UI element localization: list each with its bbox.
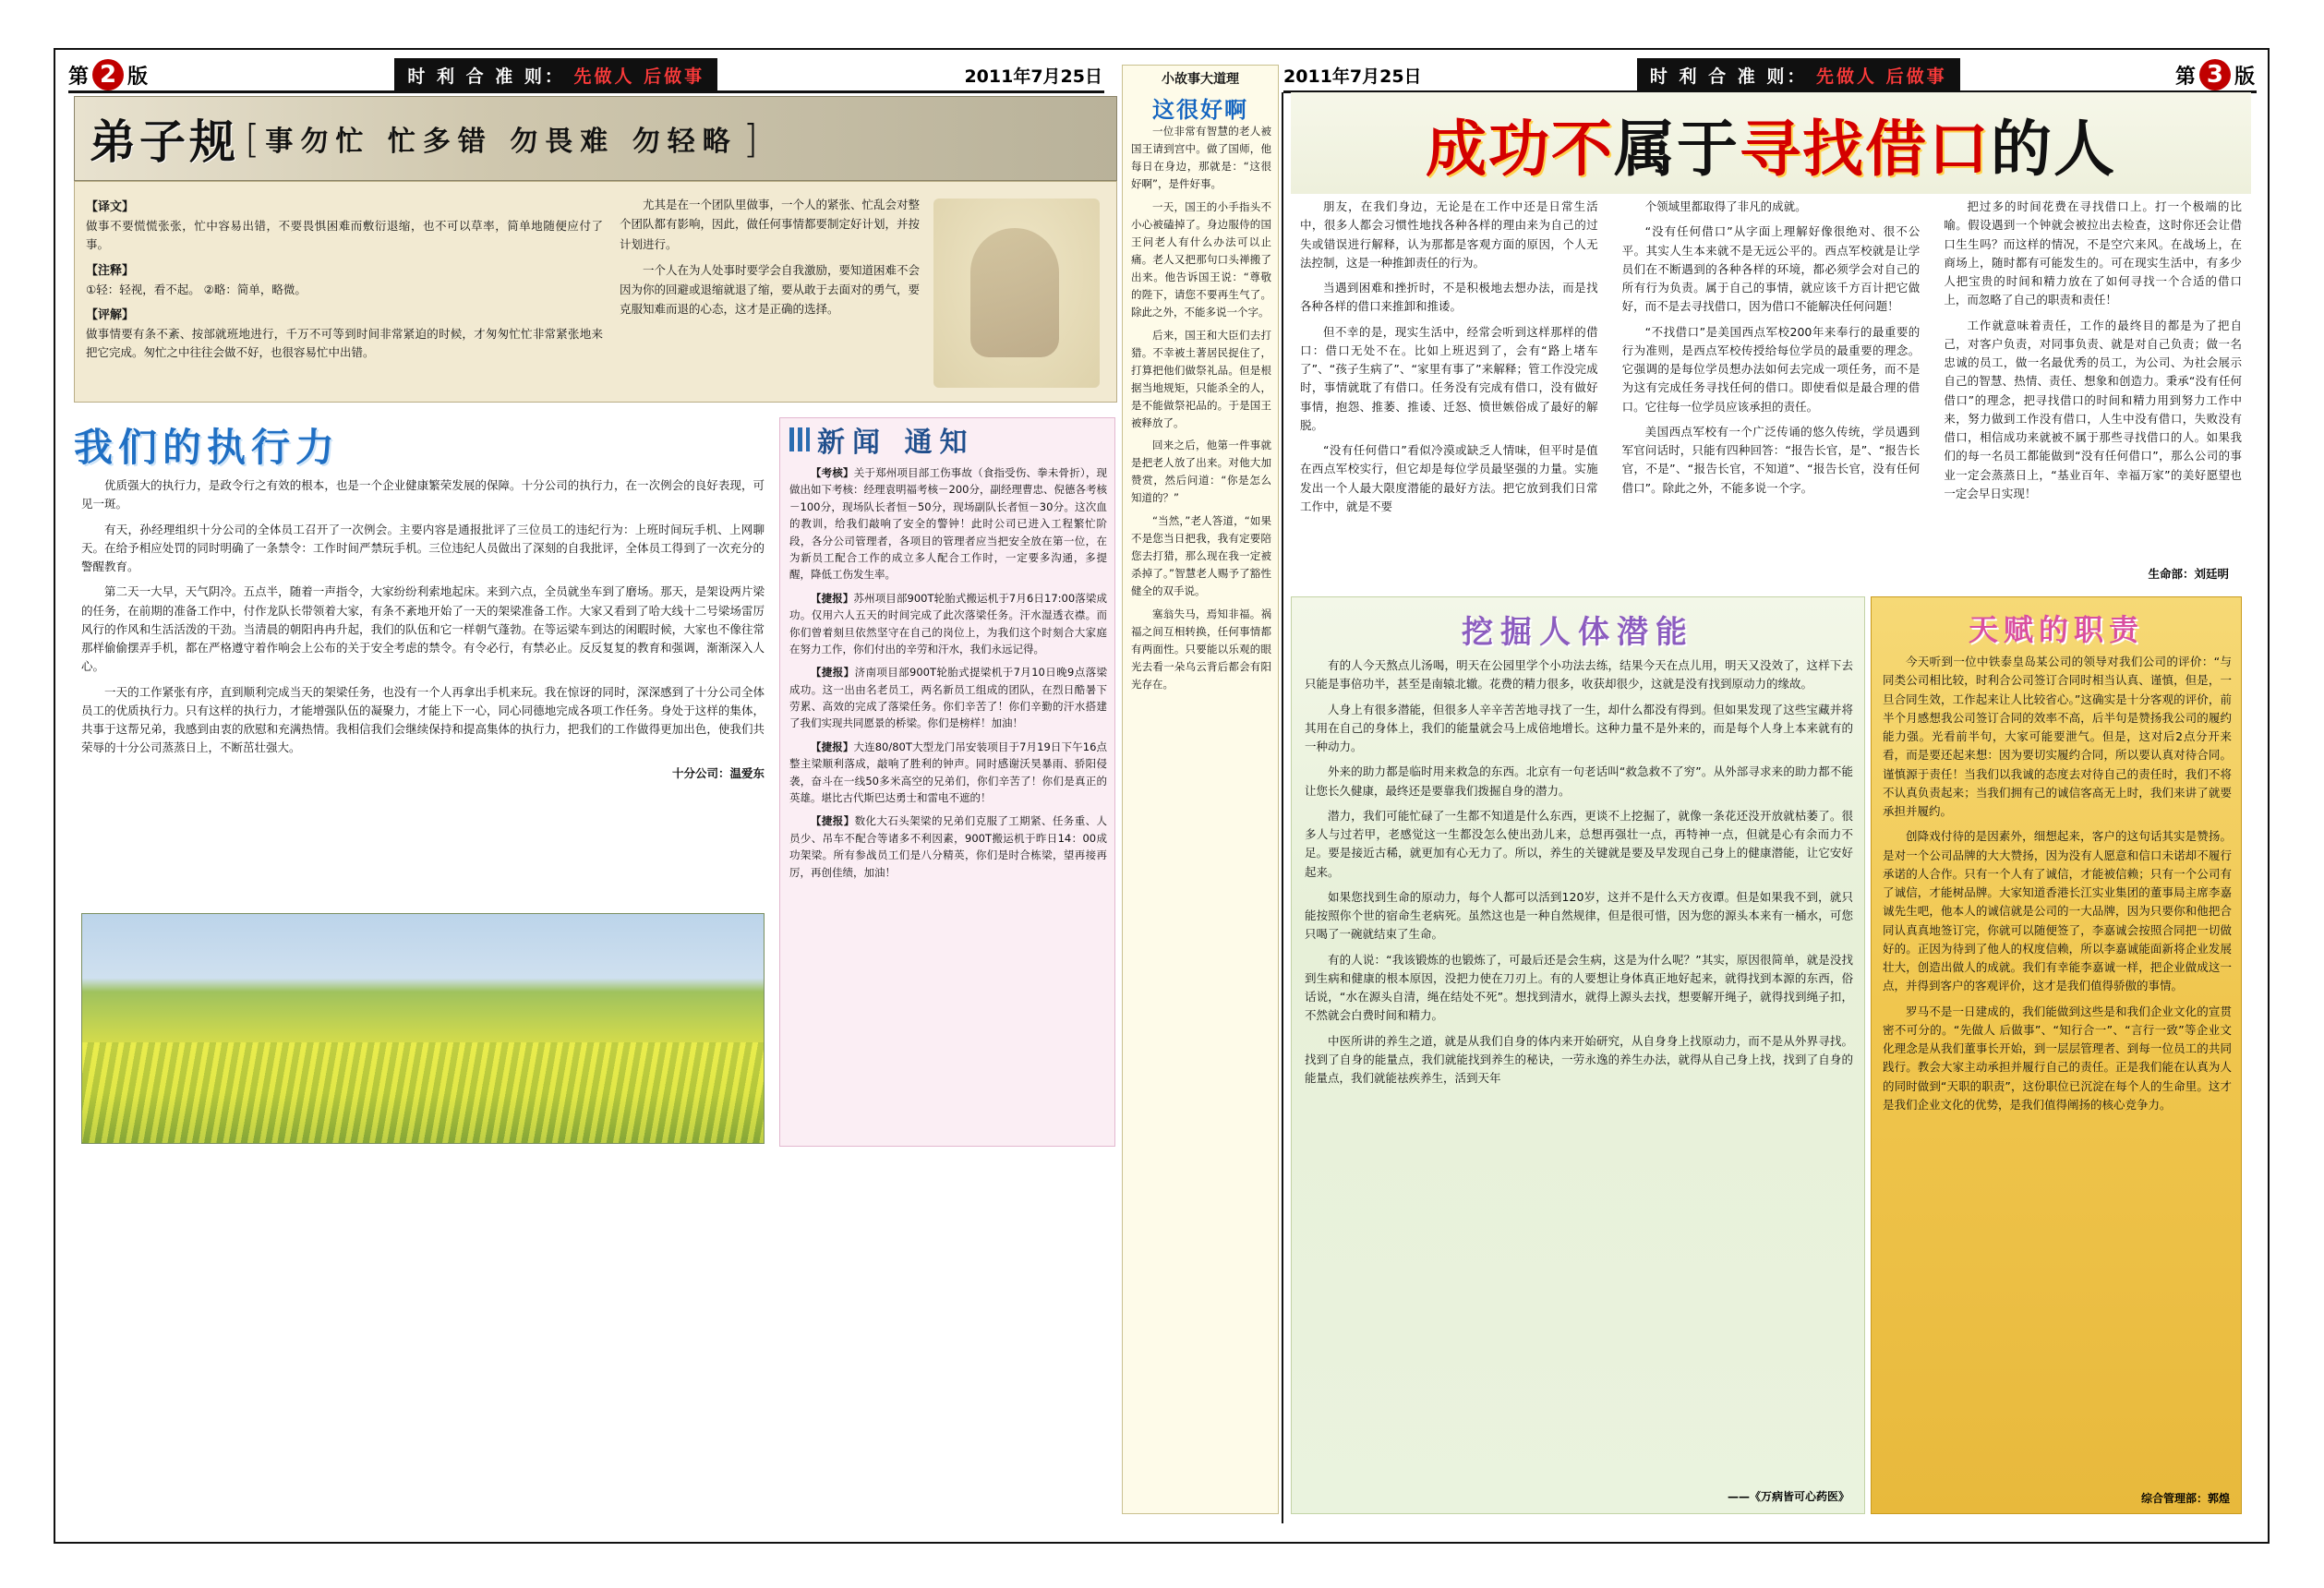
- dizigui-subtitle: 事勿忙 忙多错 勿畏难 勿轻略: [265, 126, 738, 158]
- duty-para: 今天听到一位中铁泰皇岛某公司的领导对我们公司的评价：“与同类公司相比较，时利合公司签订合同时相当认真、谨慎，但是，一旦合同生效，工作起来让人比较省心。”这确实是十分客观的评价，前半个月感想我公司签订合同的效率不高，后半句是赞扬我公司的履约能力强。光看前半句，大家可能要泄气。但是，这对后2点分开来看，而是要还起来想：因为要切实履约合同，所以要认真对待合同。谨慎源于责任！当我们以我诚的态度去对待自己的责任时，我们不将不认真负责起来；当我们拥有己的诚信客高无上时，我们来讲了就要承担并履约。: [1883, 655, 2232, 818]
- motto-label-left: 时 利 合 准 则：: [407, 66, 565, 87]
- potential-para: 中医所讲的养生之道，就是从我们自身的体内来开始研究，从自身身上找原动力，而不是从外界寻找。找到了自身的能量点，我们就能找到养生的秘诀，一劳永逸的养生办法，就得从自己身上找，找到了自身的能量点，我们就能祛疾养生，活到天年: [1305, 1033, 1853, 1085]
- potential-body: [1305, 656, 1853, 1094]
- duty-body: [1883, 653, 2232, 1121]
- page-suffix-right: 版: [2234, 65, 2255, 89]
- dizigui-right-column: [620, 195, 924, 326]
- news-item: [789, 464, 1107, 583]
- duty-para: 罗马不是一日建成的，我们能做到这些是和我们企业文化的宣贯密不可分的。“先做人 后做事”、“知行合一”、“言行一致”等企业文化理念是从我们董事长开始，到一层层管理者、到每一位员工的共同践行。教会大家主动承担并履行自己的责任。正是我们能在认真为人的同时做到“天职的职责”，这份职位已沉淀在每个人的生命里。这才是我们企业文化的优势，是我们值得阐扬的核心竞争力。: [1883, 1004, 2232, 1112]
- success-signature: 生命部：刘廷明: [2148, 567, 2229, 581]
- center-para: 一位非常有智慧的老人被国王请到宫中。做了国师，他每日在身边，那就是：“这很好啊”，是件好事。: [1131, 125, 1271, 190]
- potential-source: ——《万病皆可心药医》: [1727, 1490, 1849, 1503]
- execution-article: [81, 476, 765, 910]
- execution-signature: 十分公司：温爱东: [671, 765, 765, 780]
- page-number-left: [68, 59, 148, 90]
- duty-signature: 综合管理部：郭煌: [2140, 1492, 2230, 1505]
- success-para: 工作就意味着责任，工作的最终目的都是为了把自己，对客户负责，对同事负责、就是对自己负责；做一名忠诚的员工，做一名最优秀的员工，为公司、为社会展示自己的智慧、热情、责任、想象和创造力。秉承“没有任何借口”的理念，把寻找借口的时间和精力用到努力工作中来，努力做到工作没有借口，人生中没有借口，失败没有借口，相信成功来就被不属于那些寻找借口的人。如果我们的每一名员工都能做到“没有任何借口”，那么公司的事业一定会蒸蒸日上，“基业百年、幸福万家”的美好愿望也一定会早日实现！: [1944, 318, 2242, 500]
- execution-title: 我们的执行力: [74, 425, 341, 470]
- potential-article: [1291, 596, 1865, 1514]
- dizigui-body: [74, 181, 1117, 403]
- potential-para: 有的人今天熬点儿汤喝，明天在公园里学个小功法去练，结果今天在点儿用，明天又没效了，这样下去只能是事倍功半，甚至是南辕北辙。花费的精力很多，收获却很少，这就是没有找到原动力的缘故。: [1305, 658, 1853, 692]
- execution-title-block: [74, 417, 776, 473]
- pingjie-label: 【评解】: [86, 307, 135, 322]
- motto-label-right: 时 利 合 准 则：: [1649, 66, 1808, 87]
- news-item: [789, 812, 1107, 881]
- yiwen-text: 做事不要慌慌张张，忙中容易出错，不要畏惧困难而敷衍退缩，也不可以草率，简单地随便应付了事。: [86, 219, 603, 252]
- news-item-text: 数化大石头架梁的兄弟们克服了工期紧、任务重、人员少、吊车不配合等诸多不利因素，900T搬运机于昨日14：00成功架梁。所有参战员工们是八分精英，你们是时合栋梁，望再接再厉，再创佳绩，加油！: [789, 814, 1108, 879]
- potential-title: 挖掘人体潜能: [1462, 614, 1694, 651]
- duty-article: [1871, 596, 2242, 1514]
- page-number-circle-left: 2: [92, 59, 124, 90]
- yiwen-label: 【译文】: [86, 200, 135, 214]
- success-word-3: 属于: [1614, 114, 1740, 185]
- center-para: “当然，”老人答道，“如果不是您当日把我，我有定要陪您去打猎，那么现在我一定被杀掉了。”智慧老人赐予了豁性健全的双手说。: [1131, 514, 1271, 598]
- execution-para-4: 一天的工作紧张有序，直到顺利完成当天的架梁任务，也没有一个人再拿出手机来玩。我在惊讶的同时，深深感到了十分公司全体员工的优质执行力。只有这样的执行力，才能增强队伍的凝聚力，才能上下一心，同心同德地完成各项工作任务。身处于这样的集体，共事于这帮兄弟，我感到由衷的欣慰和充满热情。我相信我们会继续保持和提高集体的执行力，把我们的工作做得更加出色，使我们共荣辱的十分公司蒸蒸日上，不断茁壮强大。: [81, 684, 765, 755]
- execution-para-3: 第二天一大早，天气阴冷。五点半，随着一声指令，大家纷纷利索地起床。来到六点，全员就坐车到了磨场。那天，是架设两片梁的任务，在前期的准备工作中，付作龙队长带领着大家，有条不紊地开始了一天的架梁准备工作。大家又看到了哈大线十二号梁场雷厉风行的作风和生活活泼的干劲。当清晨的朝阳冉冉升起，我们的队伍和它一样朝气蓬勃。在等运梁车到达的闲暇时候，大家也不像往常那样偷偷摆弄手机，都在严格遵守着作响会上公布的关于安全考虑的禁令。有令必行，有禁必止。反反复复的教育和强调，渐渐深入人心。: [81, 584, 765, 674]
- success-banner: [1291, 92, 2251, 194]
- news-item-label: 【考核】: [811, 466, 854, 479]
- page-divider: [1282, 92, 1283, 1523]
- zhushi-text: ①轻：轻视，看不起。 ②略：简单，略微。: [86, 282, 307, 296]
- date-left: 2011年7月25日: [964, 66, 1102, 87]
- success-headline: [1291, 100, 2251, 187]
- dizigui-left-column: [86, 191, 603, 362]
- dizigui-banner: [74, 96, 1117, 181]
- news-item-label: 【捷报】: [811, 591, 854, 605]
- success-para: 但不幸的是，现实生活中，经常会听到这样那样的借口：借口无处不在。比如上班迟到了，会有“路上堵车了”、“孩子生病了”、“家里有事了”来解释；管工作没完成时，事情就耽了有借口。任务没有完成有借口，没有做好事情，抱怨、推萎、推诿、迁怒、愤世嫉俗成了最好的解脱。: [1300, 324, 1598, 432]
- execution-para-2: 有天，孙经理组织十分公司的全体员工召开了一次例会。主要内容是通报批评了三位员工的违纪行为：上班时间玩手机、上网聊天。在给予相应处罚的同时明确了一条禁令：工作时间严禁玩手机。三位违纪人员做出了深刻的自我批评，全体员工得到了一次充分的警醒教育。: [81, 522, 765, 573]
- success-para: “没有任何借口”看似冷漠或缺乏人情味，但平时是值在西点军校实行，但它却是每位学员最坚强的力量。实施发出一个人最大限度潜能的最好方法。把它放到我们日常工作中，就是不要: [1300, 443, 1598, 513]
- success-para: 美国西点军校有一个广泛传诵的悠久传统，学员遇到军官问话时，只能有四种回答：“报告长官，是”、“报告长官，不是”、“报告长官，不知道”、“报告长官，没有任何借口”。除此之外，不能多说一个字。: [1621, 424, 1921, 495]
- dizigui-title: 弟子规: [90, 115, 239, 169]
- success-word-1: 成功: [1426, 114, 1551, 185]
- newspaper-sheet: [54, 48, 2270, 1544]
- center-kicker: 小故事大道理: [1162, 72, 1239, 87]
- center-story-column: [1122, 65, 1279, 1514]
- potential-para: 如果您找到生命的原动力，每个人都可以活到120岁，这并不是什么天方夜谭。但是如果我不到，就只能按照你个世的宿命生老病死。虽然这也是一种自然规律，但是很可惜，因为您的源头本来有一桶水，可您只喝了一碗就结束了生命。: [1305, 889, 1853, 942]
- potential-para: 外来的助力都是临时用来救急的东西。北京有一句老话叫“救急救不了穷”。从外部寻求来的助力都不能让您长久健康，最终还是要靠我们拨掘自身的潜力。: [1305, 764, 1853, 798]
- zhushi-label: 【注释】: [86, 263, 135, 278]
- news-item-label: 【捷报】: [811, 666, 855, 680]
- center-para: 后来，国王和大臣们去打猎。不幸被土著居民捉住了，打算把他们做祭礼品。但是根据当地规矩，只能杀全的人，是不能做祭祀品的。于是国王被释放了。: [1131, 328, 1271, 429]
- success-para: 把过多的时间花费在寻找借口上。打一个极端的比喻。假设遇到一个钟就会被拉出去检查，这时你还会让借口生生吗？而这样的情况，不是空穴来风。在战场上，在商场上，随时都有可能发生的。可在现实生活中，有多少人把宝贵的时间和精力放在了如何寻找一个合适的借口上，而忽略了自己的职责和责任！: [1944, 199, 2242, 307]
- news-item: [789, 739, 1107, 807]
- motto-bar-right: [1637, 58, 1960, 92]
- success-para: 朋友，在我们身边，无论是在工作中还是日常生活中，很多人都会习惯性地找各种各样的理由来为自己的过失或错误进行解释，认为那都是客观方面的原因，个人无法控制，这是一种推卸责任的行为。: [1300, 199, 1598, 270]
- duty-title: 天赋的职责: [1968, 612, 2144, 647]
- news-items: [789, 464, 1107, 887]
- page-number-circle-right: 3: [2199, 59, 2231, 90]
- news-column: [779, 417, 1115, 1147]
- potential-para: 潜力，我们可能忙碌了一生都不知道是什么东西，更谈不上挖掘了，就像一条花还没开放就枯萎了。很多人与过若甲，老感觉这一生都没怎么使出劲儿来，总想再强壮一点，再特神一点，但就是心有余而力不足。要是接近古稀，就更加有心无力了。所以，养生的关键就是要及早发现自己身上的健康潜能，让它安好起来。: [1305, 808, 1853, 879]
- motto-bar-left: [394, 58, 717, 92]
- success-para: “不找借口”是美国西点军校200年来奉行的最重要的行为准则，是西点军校传授给每位学员的最重要的理念。它强调的是每位学员想办法如何去完成一项任务，而不是为这有完成任务寻找任何的借口。即使看似是最合理的借口。它往每一位学员应该承担的责任。: [1621, 324, 1921, 414]
- news-title: 新闻 通知: [817, 427, 975, 459]
- confucius-illustration: [933, 198, 1100, 388]
- date-right: 2011年7月25日: [1283, 66, 1422, 87]
- success-para: 个领域里都取得了非凡的成就。: [1644, 199, 1807, 213]
- news-item-text: 大连80/80T大型龙门吊安装项目于7月19日下午16点整主梁顺利落成，敲响了胜利的钟声。同时感谢沃昊暴雨、骄阳侵袭，奋斗在一线50多米高空的兄弟们，你们辛苦了！你们是真正的英雄。堪比古代斯巴达勇士和雷电不遮的！: [789, 740, 1108, 805]
- execution-para-1: 优质强大的执行力，是政令行之有效的根本，也是一个企业健康繁荣发展的保障。十分公司的执行力，在一次例会的良好表现，可见一斑。: [81, 478, 765, 511]
- success-word-2: 不: [1551, 114, 1614, 185]
- potential-para: 有的人说：“我该锻炼的也锻炼了，可最后还是会生病，这是为什么呢？”其实，原因很简单，就是没找到生病和健康的根本原因，没把力使在刀刃上。有的人要想让身体真正地好起来，就得找到本源的东西，俗话说，“水在源头自清，绳在结处不死”。想找到清水，就得上源头去找，想要解开绳子，就得找到绳子扣，不然就会白费时间和精力。: [1305, 952, 1853, 1023]
- news-item-label: 【捷报】: [811, 740, 854, 753]
- success-para: “没有任何借口”从字面上理解好像很绝对、很不公平。其实人生本来就不是无远公平的。西点军校就是让学员们在不断遇到的各种各样的环境，都必须学会对自己的所有行为负责。属于自己的事情，就应该千方百计把它做好，而不是去寻找借口，因为借口不能解决任何问题！: [1621, 224, 1921, 314]
- center-para: 一天，国王的小手指头不小心被磕掉了。身边服侍的国王问老人有什么办法可以止痛。老人又把那句口头禅搬了出来。他告诉国王说：“尊敬的陛下，请您不要再生气了。除此之外，不能多说一个字。: [1131, 199, 1271, 319]
- success-word-4: 寻找借口: [1740, 114, 1991, 185]
- motto-text-right: 先做人 后做事: [1815, 66, 1947, 87]
- page-number-right: [2175, 59, 2255, 90]
- news-item-text: 济南项目部900T轮胎式提梁机于7月10日晚9点落梁成功。这一出由名老员工，两名新员工组成的团队，在烈日酷暑下劳累、高效的完成了落梁任务。你们辛苦了！你们辛勤的汗水搭建了我们实现共同愿景的桥梁。你们是榜样！加油！: [789, 666, 1107, 730]
- duty-para: 创降戏付待的是因素外，细想起来，客户的这句话其实是赞扬。是对一个公司品牌的大大赞扬，因为没有人愿意和信口未诺却不履行承诺的人合作。只有一个人有了诚信，才能被信赖；只有一个公司有了诚信，才能树品牌。大家知道香港长江实业集团的董事局主席李嘉诚先生吧，他本人的诚信就是公司的一大品牌，因为只要你和他把合同认真真地签订完，你就可以随便签了，李嘉诚会按照合同把一切做好的。正因为待到了他人的权度信赖，所以李嘉诚能面新将企业发展壮大，创造出做人的成就。我们有幸能李嘉诚一样，把企业做成这一点，并得到客户的客观评价，这才是我们值得骄傲的事情。: [1883, 829, 2232, 993]
- bracket-open: [: [245, 115, 260, 162]
- flower-field-photo: [81, 913, 765, 1144]
- bracket-close: ]: [742, 115, 759, 162]
- center-title: 这很好啊: [1152, 97, 1248, 123]
- success-columns: [1300, 198, 2242, 516]
- success-para: 当遇到困难和挫折时，不是积极地去想办法，而是找各种各样的借口来推卸和推诿。: [1300, 281, 1598, 314]
- success-article: [1300, 198, 2242, 585]
- page-suffix-left: 版: [127, 65, 149, 89]
- dizigui-right-para-1: 尤其是在一个团队里做事，一个人的紧张、忙乱会对整个团队都有影响，因此，做任何事情都要制定好计划，并按计划进行。: [620, 198, 921, 251]
- success-word-5: 的人: [1991, 114, 2116, 185]
- news-title-block: [780, 418, 1114, 461]
- news-bars-icon: [789, 427, 810, 451]
- news-item-text: 关于郑州项目部工伤事故（食指受伤、拳未骨折），现做出如下考核：经理袁明福考核－200分，副经理曹忠、倪德各考核－100分，现场队长者恒－50分，现场副队长者恒－30分。这次血的教训，给我们敲响了安全的警钟！此时公司已进入工程繁忙阶段，各分公司管理者，各项目的管理者应当把安全放在第一位，在为新员工配合工作的成立多人配合工作时，一定要多沟通，多提醒，降低工伤发生率。: [789, 466, 1108, 582]
- page-prefix-left: 第: [68, 65, 90, 89]
- news-item: [789, 590, 1107, 658]
- page-prefix-right: 第: [2174, 65, 2196, 89]
- center-para: 塞翁失马，焉知非福。祸福之间互相转换，任何事情都有两面性。只要能以乐观的眼光去看一朵乌云背后都会有阳光存在。: [1131, 608, 1271, 692]
- center-para: 回来之后，他第一件事就是把老人放了出来。对他大加赞赏，然后问道：“你是怎么知道的？”: [1131, 439, 1271, 505]
- pingjie-text: 做事情要有条不紊、按部就班地进行，千万不可等到时间非常紧迫的时候，才匆匆忙忙非常紧张地来把它完成。匆忙之中往往会做不好，也很容易忙中出错。: [86, 326, 603, 359]
- dizigui-right-para-2: 一个人在为人处事时要学会自我激励，要知道困难不会因为你的回避或退缩就退了缩，要从敢于去面对的勇气，要克服知难而退的心态，这才是正确的选择。: [620, 262, 921, 317]
- potential-para: 人身上有很多潜能，但很多人辛辛苦苦地寻找了一生，却什么都没有得到。但如果发现了这些宝藏并将其用在自己的身体上，我们的能量就会马上成倍地增长。这种力量不是外来的，而是每个人身上本来就有的一种动力。: [1305, 702, 1853, 753]
- news-item-text: 苏州项目部900T轮胎式搬运机于7月6日17:00落梁成功。仅用六人五天的时间完成了此次落梁任务。汗水湿透衣襟。而你们曾着刻旦依然坚守在自己的岗位上，为我们这个时刻合大家庭在努力工作，你们付出的辛劳和汗水，我们永远记得。: [789, 591, 1108, 656]
- news-item-label: 【捷报】: [811, 814, 855, 828]
- news-item: [789, 664, 1107, 732]
- motto-text-left: 先做人 后做事: [573, 66, 705, 87]
- center-body: [1131, 123, 1271, 699]
- header-rule-left: [68, 90, 1104, 93]
